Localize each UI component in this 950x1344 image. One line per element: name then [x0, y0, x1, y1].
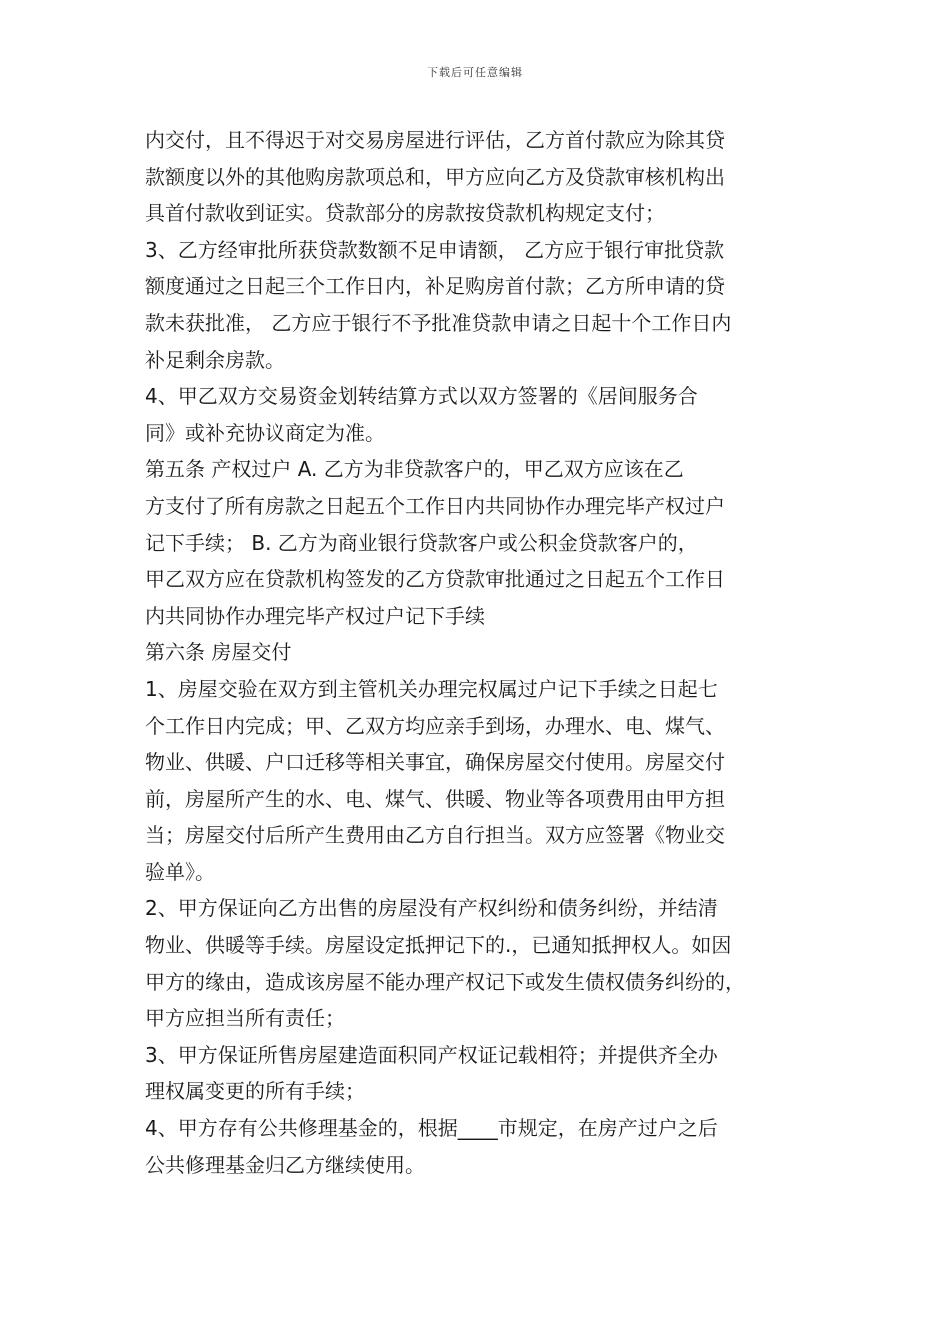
text-line: 当；房屋交付后所产生费用由乙方自行担当。双方应签署《物业交 [145, 823, 725, 848]
text-line: 验单》。 [145, 859, 215, 884]
text-line: 第六条 房屋交付 [145, 640, 292, 665]
text-line: 公共修理基金归乙方继续使用。 [145, 1152, 425, 1177]
page-header: 下载后可任意编辑 [427, 66, 523, 79]
text-line: 甲乙双方应在贷款机构签发的乙方贷款审批通过之日起五个工作日 [145, 567, 725, 592]
text-line: 理权属变更的所有手续； [145, 1079, 365, 1104]
text-line: 款未获批准， 乙方应于银行不予批准贷款申请之日起十个工作日内 [145, 310, 732, 335]
text-line: 1、房屋交验在双方到主管机关办理完权属过户记下手续之日起七 [145, 676, 718, 701]
text-line: 款额度以外的其他购房款项总和，甲方应向乙方及贷款审核机构出 [145, 164, 725, 189]
text-line: 具首付款收到证实。贷款部分的房款按贷款机构规定支付； [145, 201, 665, 226]
text-line: 个工作日内完成；甲、乙双方均应亲手到场，办理水、电、煤气、 [145, 713, 725, 738]
text-line: 内交付，且不得迟于对交易房屋进行评估，乙方首付款应为除其贷 [145, 128, 725, 152]
text-line: 方支付了所有房款之日起五个工作日内共同协作办理完毕产权过户 [145, 493, 725, 518]
document-body [145, 122, 825, 1183]
text-line: 甲方应担当所有责任； [145, 1006, 345, 1031]
text-line: 3、乙方经审批所获贷款数额不足申请额， 乙方应于银行审批贷款 [145, 237, 725, 262]
text-line: 2、甲方保证向乙方出售的房屋没有产权纠纷和债务纠纷，并结清 [145, 896, 718, 921]
text-line: 甲方的缘由，造成该房屋不能办理产权记下或发生债权债务纠纷的， [145, 969, 745, 994]
text-line: 4、甲乙双方交易资金划转结算方式以双方签署的《居间服务合 [145, 384, 698, 409]
text-line: 额度通过之日起三个工作日内，补足购房首付款；乙方所申请的贷 [145, 274, 725, 299]
text-line: 前，房屋所产生的水、电、煤气、供暖、物业等各项费用由甲方担 [145, 786, 725, 811]
text-line: 物业、供暖等手续。房屋设定抵押记下的.，已通知抵押权人。如因 [145, 933, 732, 958]
text-line: 3、甲方保证所售房屋建造面积同产权证记载相符；并提供齐全办 [145, 1042, 718, 1067]
text-line: 物业、供暖、户口迁移等相关事宜，确保房屋交付使用。房屋交付 [145, 750, 725, 775]
text-line: 第五条 产权过户 A. 乙方为非贷款客户的，甲乙双方应该在乙 [145, 457, 684, 482]
text-line: 4、甲方存有公共修理基金的，根据____市规定，在房产过户之后 [145, 1116, 718, 1141]
text-line: 内共同协作办理完毕产权过户记下手续 [145, 603, 485, 628]
text-line: 记下手续； B. 乙方为商业银行贷款客户或公积金贷款客户的， [145, 530, 698, 555]
text-line: 同》或补充协议商定为准。 [145, 420, 385, 445]
text-line: 补足剩余房款。 [145, 347, 285, 372]
